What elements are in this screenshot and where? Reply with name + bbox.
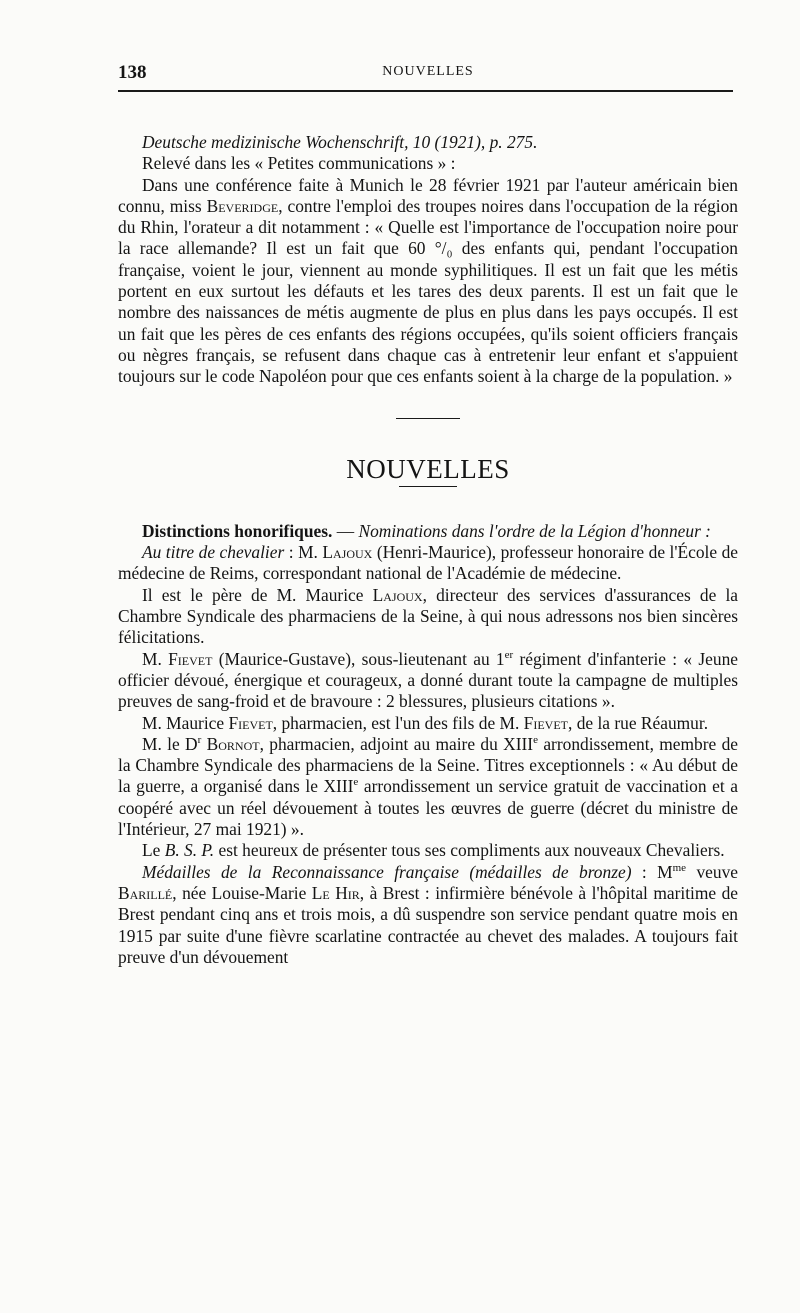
lajoux-name: Lajoux [322,542,373,563]
bornot-text-a: M. le D [142,733,198,754]
citation-ref: 10 (1921), p. 275. [408,132,538,152]
fievet-text-b: (Maurice-Gustave), sous-lieutenant au 1 [212,648,505,669]
bsp-entry [118,840,738,861]
bsp-text-b: est heureux de présenter tous ses compliments aux nouveaux Chevaliers. [214,840,725,861]
lehir-name: Le Hir [311,882,360,903]
quote-paragraph [118,175,738,388]
page-number: 138 [118,62,147,83]
lajoux-entry [118,542,738,585]
fievet2-text-a: M. Maurice [142,712,229,733]
bornot-name: Bornot [201,733,260,754]
pere-text-a: Il est le père de M. Maurice [142,584,373,605]
fievet-name: Fievet [168,648,213,669]
bornot-text-c: arrondissement, membre de la Chambre Syndicale des pharmaciens de la Seine. Titres exceptionnels : « Au début de la guerre, a organisé dans le XIII [118,733,739,797]
distinctions-heading-paragraph [118,521,738,542]
bsp-text-a: Le [142,840,165,861]
page-body [118,132,738,968]
quote-text-start: Dans une conférence faite à Munich le 28 février 1921 par l'auteur américain bien connu, miss [118,174,738,216]
bornot-sup2: e [533,734,538,747]
fievet2-name2: Fievet [523,712,568,733]
quote-text-rest: , contre l'emploi des troupes noires dans l'occupation de la région du Rhin, l'orateur a dit notamment : « Quelle est l'importance de l'occupation noire pour la race allemande? Il est un fait que 60 °/₀ des enfants qui, pendant l'occupation française, voient le jour, viennent au monde syphilitiques. Il est un fait que les métis portent en eux surtout les défauts et les tares des deux parents. Il est un fait que le nombre des naissances de métis augmente de plus en plus dans les pays occupés. Il est un fait que les pères de ces enfants des régions occupées, qu'ils soient officiers français ou nègres français, se refusent dans chaque cas à entretenir leur enfant et s'appuient toujours sur le code Napoléon pour que ces enfants soient à la charge de la population. » [118,195,738,387]
citation [118,132,738,153]
medailles-text-c: , née Louise-Marie [172,882,312,903]
section-title: NOUVELLES [346,453,510,484]
chevalier-label: Au titre de chevalier [142,542,285,563]
bornot-text-b: , pharmacien, adjoint au maire du XIII [259,733,534,754]
bornot-entry [118,734,738,840]
section-title-rule [399,486,457,487]
running-head [118,62,738,86]
pere-text-b: , directeur des services d'assurances de la Chambre Syndicale des pharmaciens de la Seine, à qui nous adressons nos bien sincères félicitations. [118,584,738,648]
citation-journal: Deutsche medizinische Wochenschrift, [142,132,409,152]
lajoux-text: (Henri-Maurice), professeur honoraire de l'École de médecine de Reims, correspondant national de l'Académie de médecine. [118,542,738,584]
distinctions-heading: Distinctions honorifiques. [142,520,333,541]
quote-intro: Relevé dans les « Petites communications » : [142,153,456,174]
fievet-text-a: M. [142,648,169,669]
medailles-text-a: : M [631,861,673,882]
bornot-text-d: arrondissement un service gratuit de vaccination et a coopéré avec un réel dévouement à toutes les œuvres de guerre (décret du ministre de l'Intérieur, 27 mai 1921) ». [118,776,738,840]
fievet2-text-b: , pharmacien, est l'un des fils de M. [272,712,524,733]
bsp-abbrev: B. S. P. [164,840,215,861]
fievet2-text-c: , de la rue Réaumur. [568,712,709,733]
speaker-name: Beveridge [206,195,279,216]
fievet-text-c: régiment d'infanterie : « Jeune officier dévoué, énergique et courageux, a donné durant toute la campagne de multiples preuves de sang-froid et de bravoure : 2 blessures, plusieurs citations ». [118,648,739,712]
running-title: NOUVELLES [382,64,474,79]
medailles-label: Médailles de la Reconnaissance française (médailles de bronze) [142,861,632,882]
lajoux-son-entry [118,585,738,649]
medailles-sup: me [672,861,687,874]
pere-name: Lajoux [372,584,423,605]
distinctions-subheading: Nominations dans l'ordre de la Légion d'honneur : [358,520,711,541]
bornot-sup3: e [353,776,359,789]
section-separator [396,418,460,419]
medailles-entry [118,862,738,968]
medailles-text-d: , à Brest : infirmière bénévole à l'hôpital maritime de Brest pendant cinq ans et trois mois, a dû suspendre son service pendant quatre mois en 1915 par suite d'une fièvre scarlatine contractée au chevet des malades. A toujours fait preuve d'un dévouement [118,882,738,967]
bornot-sup: r [197,734,202,747]
chevalier-colon: : M. [284,542,323,563]
fievet-sup: er [504,648,514,661]
barille-name: Barillé [118,882,173,903]
medailles-text-b: veuve [686,861,738,882]
fievet-son-entry [118,713,738,734]
fievet2-name: Fievet [228,712,273,733]
heading-dash: — [332,520,359,541]
header-rule [118,90,733,92]
fievet-entry [118,649,738,713]
